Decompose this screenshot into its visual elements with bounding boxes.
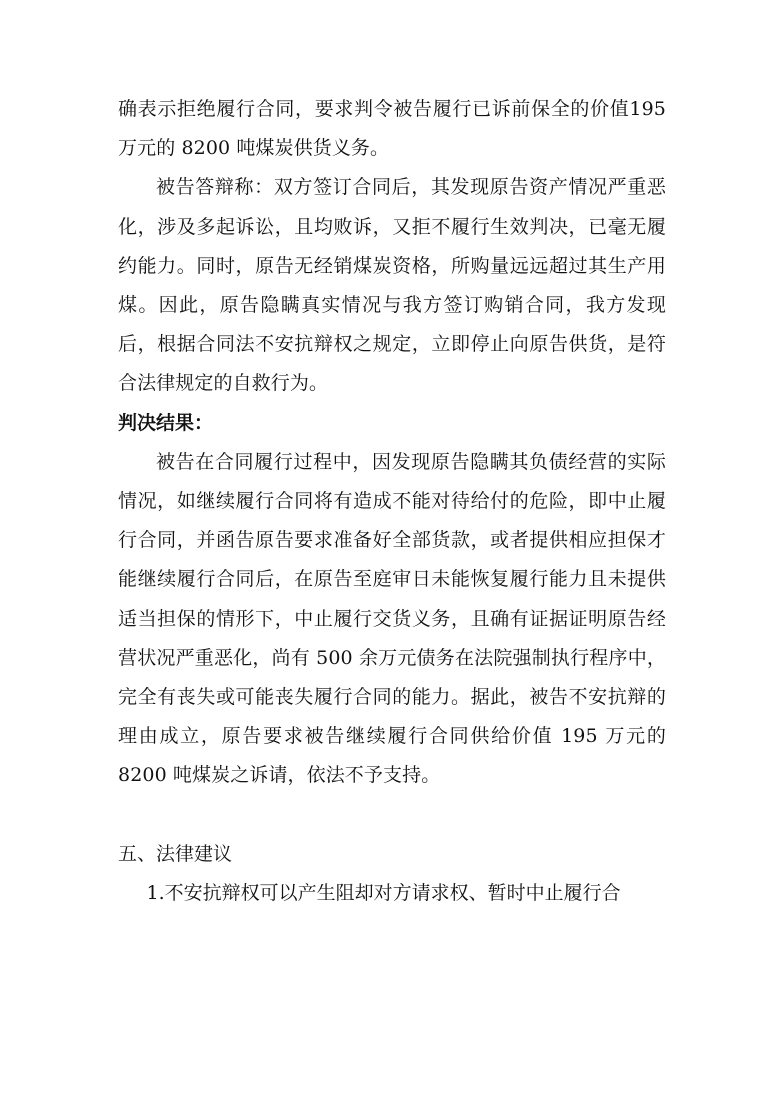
list-item-advice-1: 1.不安抗辩权可以产生阻却对方请求权、暂时中止履行合 <box>146 881 621 904</box>
heading-judgment-result: 判决结果： <box>118 411 214 434</box>
section-heading-legal-advice: 五、法律建议 <box>118 842 233 865</box>
paragraph-defendant-defense: 被告答辩称：双方签订合同后，其发现原告资产情况严重恶化，涉及多起诉讼，且均败诉，又拒不履行生效判决，已毫无履约能力。同时，原告无经销煤炭资格，所购量远远超过其生产用煤。因此，原告隐瞒真实情况与我方签订购销合同，我方发现后，根据合同法不安抗辩权之规定，立即停止向原告供货，是符合法律规定的自救行为。 <box>118 176 666 395</box>
paragraph-judgment: 被告在合同履行过程中，因发现原告隐瞒其负债经营的实际情况，如继续履行合同将有造成不能对待给付的危险，即中止履行合同，并函告原告要求准备好全部货款，或者提供相应担保才能继续履行合同后，在原告至庭审日未能恢复履行能力且未提供适当担保的情形下，中止履行交货义务，且确有证据证明原告经营状况严重恶化，尚有 500 余万元债务在法院强制执行程序中，完全有丧失或可能丧失履行合同的能力。据此，被告不安抗辩的理由成立，原告要求被告继续履行合同供给价值 195 万元的 8200 吨煤炭之诉请，依法不予支持。 <box>118 450 666 787</box>
document-body <box>118 90 666 913</box>
paragraph-plaintiff-claim: 确表示拒绝履行合同，要求判令被告履行已诉前保全的价值195 万元的 8200 吨煤炭供货义务。 <box>118 98 666 160</box>
